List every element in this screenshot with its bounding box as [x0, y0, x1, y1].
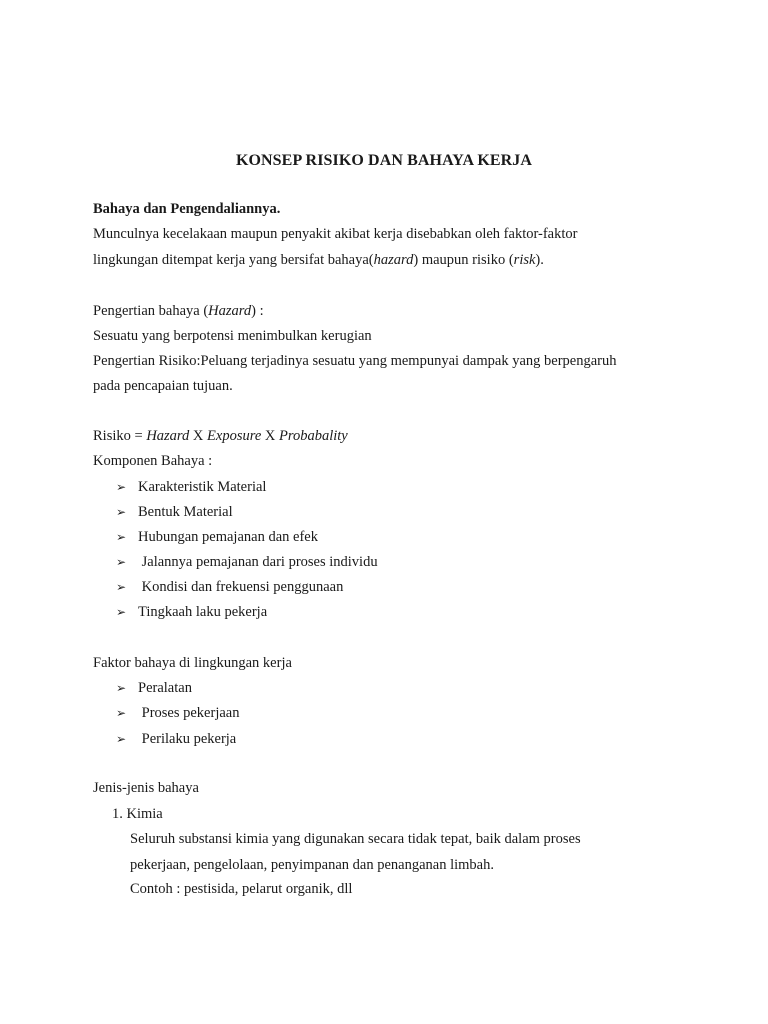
list-item: ➢ Karakteristik Material	[116, 479, 267, 495]
list-item: ➢ Jalannya pemajanan dari proses individu	[116, 554, 378, 570]
list-item: ➢ Proses pekerjaan	[116, 705, 240, 721]
page-title: KONSEP RISIKO DAN BAHAYA KERJA	[235, 152, 533, 169]
list-item: ➢ Kondisi dan frekuensi penggunaan	[116, 579, 344, 595]
paragraph-line: pekerjaan, pengelolaan, penyimpanan dan penanganan limbah.	[130, 857, 494, 873]
arrow-bullet-icon: ➢	[116, 681, 127, 695]
example-line: Contoh : pestisida, pelarut organik, dll	[130, 881, 353, 897]
list-item: ➢ Tingkaah laku pekerja	[116, 604, 268, 620]
arrow-bullet-icon: ➢	[116, 505, 127, 519]
risk-definition-line: pada pencapaian tujuan.	[93, 378, 233, 394]
arrow-bullet-icon: ➢	[116, 732, 127, 746]
jenis-heading: Jenis-jenis bahaya	[93, 780, 199, 796]
paragraph-line: Seluruh substansi kimia yang digunakan secara tidak tepat, baik dalam proses	[130, 831, 581, 847]
hazard-definition-label: Pengertian bahaya (Hazard) :	[93, 303, 264, 319]
numbered-item: 1. Kimia	[112, 806, 163, 822]
faktor-heading: Faktor bahaya di lingkungan kerja	[93, 655, 292, 671]
hazard-definition-text: Sesuatu yang berpotensi menimbulkan kerugian	[93, 328, 372, 344]
list-item: ➢ Hubungan pemajanan dan efek	[116, 529, 318, 545]
arrow-bullet-icon: ➢	[116, 706, 127, 720]
list-item: ➢ Perilaku pekerja	[116, 731, 237, 747]
risk-definition-line: Pengertian Risiko:Peluang terjadinya sesuatu yang mempunyai dampak yang berpengaruh	[93, 353, 617, 369]
arrow-bullet-icon: ➢	[116, 555, 127, 569]
list-item: ➢ Peralatan	[116, 680, 192, 696]
komponen-heading: Komponen Bahaya :	[93, 453, 213, 469]
risk-formula: Risiko = Hazard X Exposure X Probabality	[93, 428, 348, 444]
paragraph-line: Munculnya kecelakaan maupun penyakit akibat kerja disebabkan oleh faktor-faktor	[93, 226, 578, 242]
arrow-bullet-icon: ➢	[116, 605, 127, 619]
list-item: ➢ Bentuk Material	[116, 504, 233, 520]
paragraph-line: lingkungan ditempat kerja yang bersifat bahaya(hazard) maupun risiko (risk).	[93, 252, 544, 268]
arrow-bullet-icon: ➢	[116, 530, 127, 544]
arrow-bullet-icon: ➢	[116, 480, 127, 494]
arrow-bullet-icon: ➢	[116, 580, 127, 594]
section-heading-bahaya: Bahaya dan Pengendaliannya.	[93, 201, 281, 217]
